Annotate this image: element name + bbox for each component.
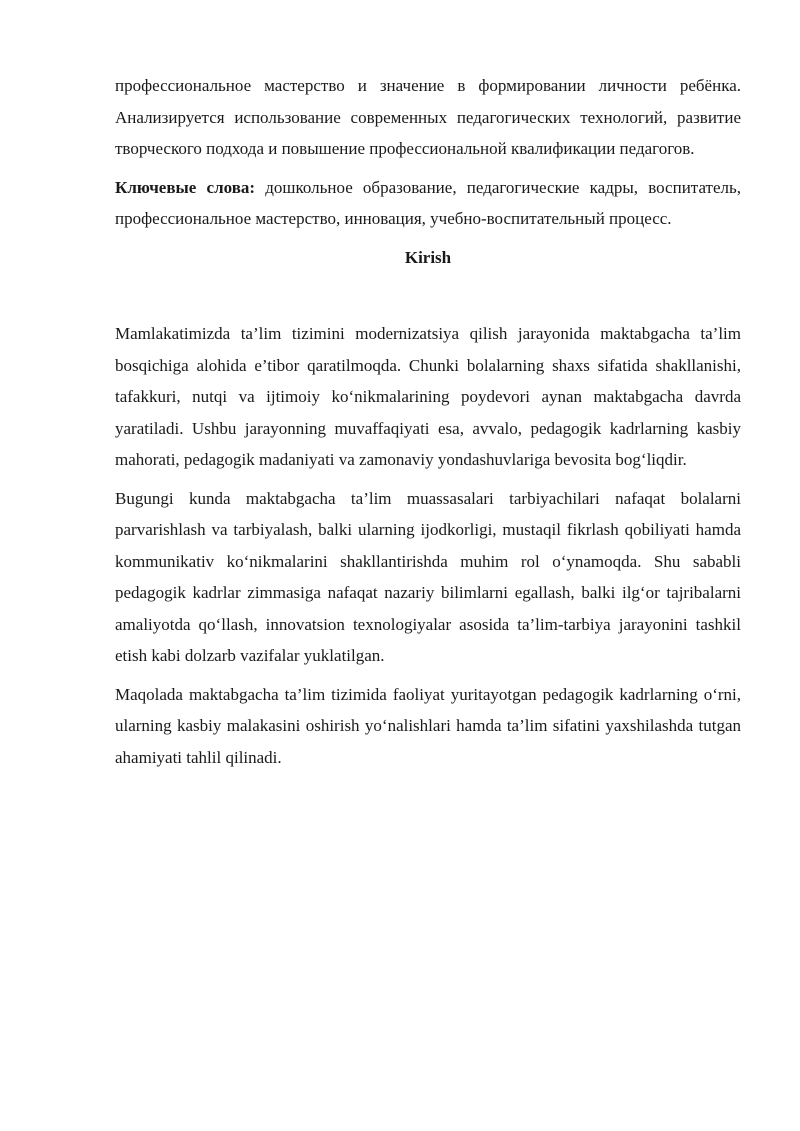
keywords-paragraph (115, 172, 741, 235)
keywords-label: Ключевые слова: (115, 177, 256, 197)
document-page (115, 70, 741, 780)
body-paragraph-3: Maqolada maktabgacha ta’lim tizimida faoliyat yuritayotgan pedagogik kadrlarning o‘rni, ularning kasbiy malakasini oshirish yo‘nalishlari hamda ta’lim sifatini yaxshilashda tutgan ahamiyati tahlil qilinadi. (115, 684, 741, 767)
body-paragraph-2: Bugungi kunda maktabgacha ta’lim muassasalari tarbiyachilari nafaqat bolalarni parvarishlash va tarbiyalash, balki ularning ijodkorligi, mustaqil fikrlash qobiliyati hamda kommunikativ ko‘nikmalarini shakllantirishda muhim rol o‘ynamoqda. Shu sababli pedagogik kadrlar zimmasiga nafaqat nazariy bilimlarni egallash, balki ilg‘or tajribalarni amaliyotda qo‘llash, innovatsion texnologiyalar asosida ta’lim-tarbiya jarayonini tashkil etish kabi dolzarb vazifalar yuklatilgan. (115, 488, 741, 665)
body-paragraph-1: Mamlakatimizda ta’lim tizimini modernizatsiya qilish jarayonida maktabgacha ta’lim bosqichiga alohida e’tibor qaratilmoqda. Chunki bolalarning shaxs sifatida shakllanishi, tafakkuri, nutqi va ijtimoiy ko‘nikmalarining poydevori aynan maktabgacha davrda yaratiladi. Ushbu jarayonning muvaffaqiyati esa, avvalo, pedagogik kadrlarning kasbiy mahorati, pedagogik madaniyati va zamonaviy yondashuvlariga bevosita bog‘liqdir. (115, 324, 741, 469)
abstract-paragraph: профессиональное мастерство и значение в формировании личности ребёнка. Анализируется использование современных педагогических технологий, развитие творческого подхода и повышение профессиональной квалификации педагогов. (115, 76, 741, 158)
keywords-text: дошкольное образование, педагогические кадры, воспитатель, профессиональное мастерство, инновация, учебно-воспитательный процесс. (115, 177, 742, 228)
heading-spacer (115, 273, 741, 318)
section-heading: Kirish (404, 247, 452, 267)
